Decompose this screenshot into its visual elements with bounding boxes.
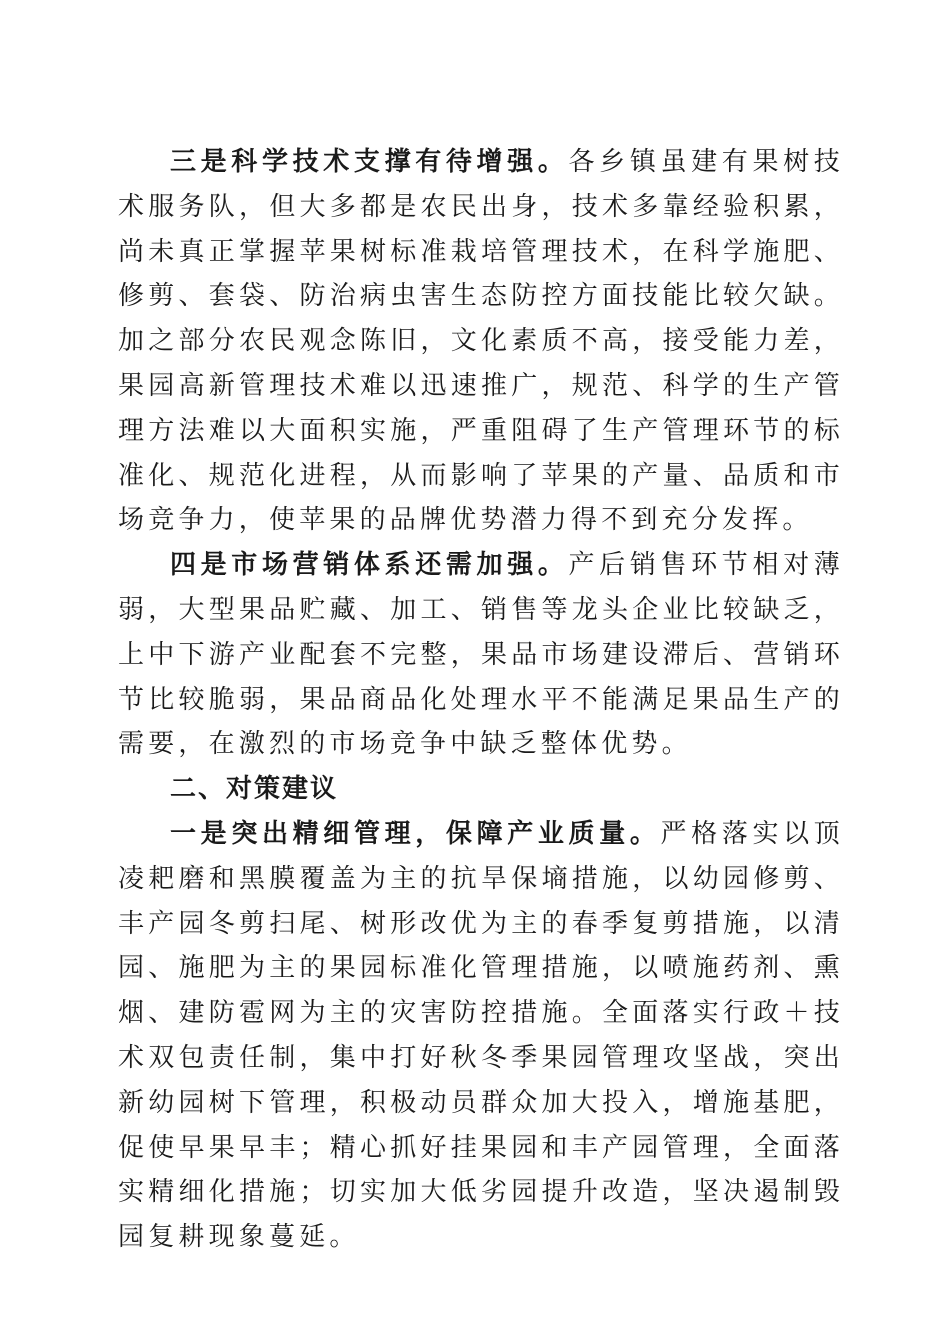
paragraph-market-marketing (118, 543, 844, 767)
paragraph-fine-management (118, 812, 844, 1260)
paragraph-lead: 一是突出精细管理，保障产业质量。 (170, 818, 661, 849)
paragraph-text: 产后销售环节相对薄弱，大型果品贮藏、加工、销售等龙头企业比较缺乏，上中下游产业配套不完整，果品市场建设滞后、营销环节比较脆弱，果品商品化处理水平不能满足果品生产的需要，在激烈的市场竞争中缺乏整体优势。 (118, 550, 844, 760)
paragraph-lead: 四是市场营销体系还需加强。 (170, 550, 569, 581)
paragraph-science-technology (118, 140, 844, 543)
section-heading: 二、对策建议 (170, 774, 339, 805)
document-body (118, 140, 844, 1260)
paragraph-text: 严格落实以顶凌耙磨和黑膜覆盖为主的抗旱保墒措施，以幼园修剪、丰产园冬剪扫尾、树形改优为主的春季复剪措施，以清园、施肥为主的果园标准化管理措施，以喷施药剂、熏烟、建防雹网为主的灾害防控措施。全面落实行政＋技术双包责任制，集中打好秋冬季果园管理攻坚战，突出新幼园树下管理，积极动员群众加大投入，增施基肥，促使早果早丰；精心抓好挂果园和丰产园管理，全面落实精细化措施；切实加大低劣园提升改造，坚决遏制毁园复耕现象蔓延。 (118, 818, 845, 1253)
paragraph-lead: 三是科学技术支撑有待增强。 (170, 147, 569, 177)
paragraph-text: 各乡镇虽建有果树技术服务队，但大多都是农民出身，技术多靠经验积累，尚未真正掌握苹果树标准栽培管理技术，在科学施肥、修剪、套袋、防治病虫害生态防控方面技能比较欠缺。加之部分农民观念陈旧，文化素质不高，接受能力差，果园高新管理技术难以迅速推广，规范、科学的生产管理方法难以大面积实施，严重阻碍了生产管理环节的标准化、规范化进程，从而影响了苹果的产量、品质和市场竞争力，使苹果的品牌优势潜力得不到充分发挥。 (118, 147, 844, 536)
